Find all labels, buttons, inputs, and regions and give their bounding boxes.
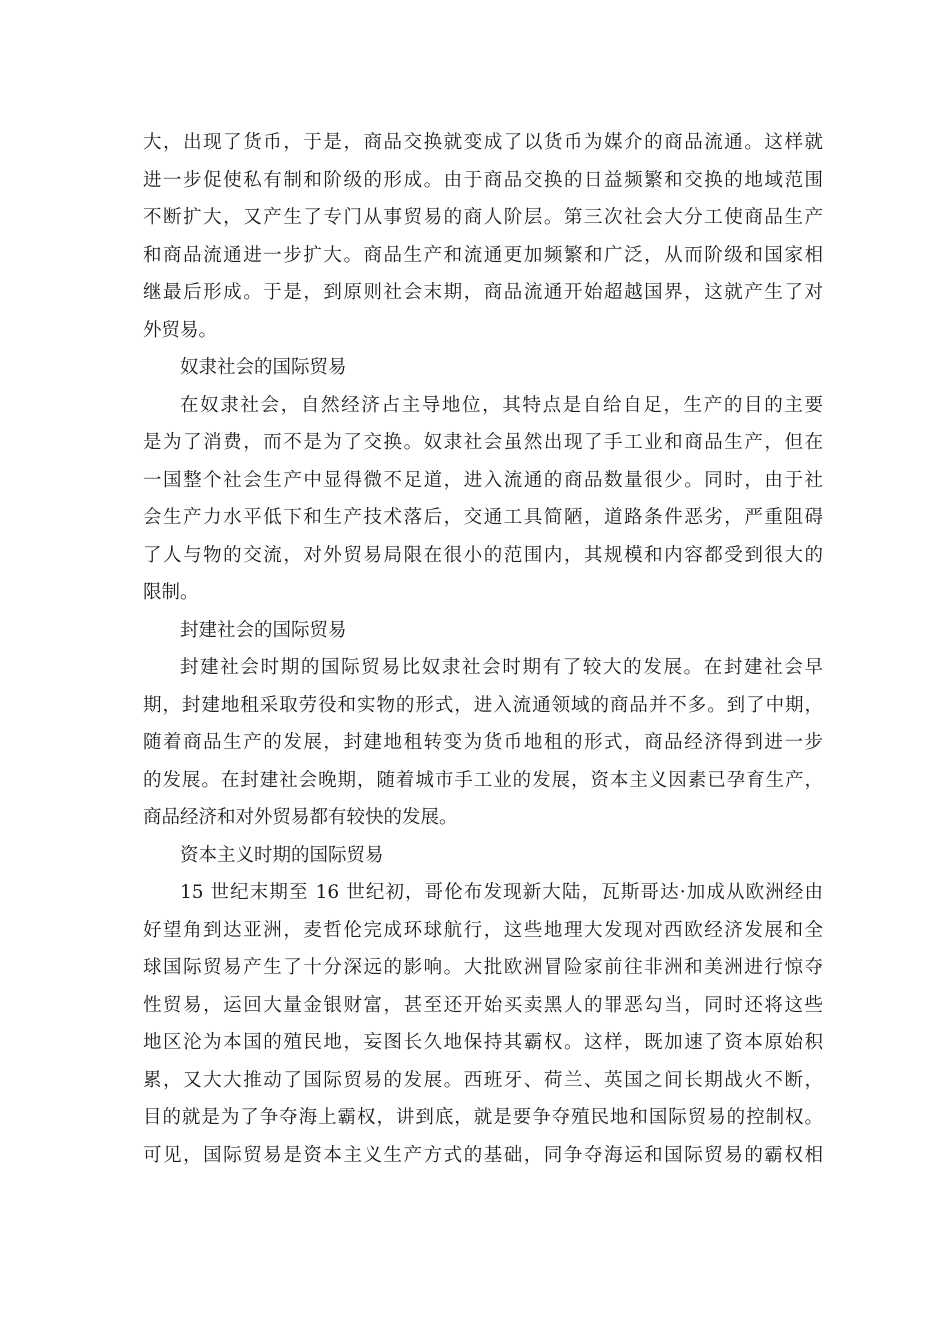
paragraph-line: 15 世纪末期至 16 世纪初，哥伦布发现新大陆，瓦斯哥达·加成从欧洲经由 [180, 882, 823, 903]
paragraph-line: 目的就是为了争夺海上霸权，讲到底，就是要争夺殖民地和国际贸易的控制权。 [143, 1107, 823, 1128]
paragraph-line: 了人与物的交流，对外贸易局限在很小的范围内，其规模和内容都受到很大的 [143, 544, 823, 566]
paragraph-line: 外贸易。 [143, 319, 218, 341]
document-text-body [143, 124, 823, 1174]
paragraph-line: 累，又大大推动了国际贸易的发展。西班牙、荷兰、英国之间长期战火不断， [143, 1069, 823, 1091]
paragraph-line: 和商品流通进一步扩大。商品生产和流通更加频繁和广泛，从而阶级和国家相 [143, 244, 823, 266]
section-heading: 封建社会的国际贸易 [180, 619, 347, 641]
paragraph-line: 球国际贸易产生了十分深远的影响。大批欧洲冒险家前往非洲和美洲进行惊夺 [143, 957, 823, 978]
paragraph-line: 大，出现了货币，于是，商品交换就变成了以货币为媒介的商品流通。这样就 [143, 132, 823, 153]
paragraph-line: 可见，国际贸易是资本主义生产方式的基础，同争夺海运和国际贸易的霸权相 [143, 1144, 823, 1166]
paragraph-line: 期，封建地租采取劳役和实物的形式，进入流通领域的商品并不多。到了中期， [143, 694, 823, 716]
paragraph-line: 封建社会时期的国际贸易比奴隶社会时期有了较大的发展。在封建社会早 [180, 657, 823, 678]
section-heading: 资本主义时期的国际贸易 [180, 844, 384, 866]
paragraph-line: 进一步促使私有制和阶级的形成。由于商品交换的日益频繁和交换的地域范围 [143, 169, 823, 191]
paragraph-line: 会生产力水平低下和生产技术落后，交通工具简陋，道路条件恶劣，严重阻碍 [143, 507, 823, 528]
paragraph-line: 继最后形成。于是，到原则社会末期，商品流通开始超越国界，这就产生了对 [143, 282, 823, 303]
paragraph-line: 好望角到达亚洲，麦哲伦完成环球航行，这些地理大发现对西欧经济发展和全 [143, 919, 823, 941]
paragraph-line: 限制。 [143, 582, 199, 603]
paragraph-line: 性贸易，运回大量金银财富，甚至还开始买卖黑人的罪恶勾当，同时还将这些 [143, 994, 823, 1016]
paragraph-line: 一国整个社会生产中显得微不足道，进入流通的商品数量很少。同时，由于社 [143, 469, 823, 491]
paragraph-line: 随着商品生产的发展，封建地租转变为货币地租的形式，商品经济得到进一步 [143, 732, 823, 753]
paragraph-line: 不断扩大，又产生了专门从事贸易的商人阶层。第三次社会大分工使商品生产 [143, 207, 823, 228]
paragraph-line: 商品经济和对外贸易都有较快的发展。 [143, 807, 458, 828]
paragraph-line: 的发展。在封建社会晚期，随着城市手工业的发展，资本主义因素已孕育生产， [143, 769, 823, 791]
paragraph-line: 地区沦为本国的殖民地，妄图长久地保持其霸权。这样，既加速了资本原始积 [143, 1032, 823, 1053]
paragraph-line: 在奴隶社会，自然经济占主导地位，其特点是自给自足，生产的目的主要 [180, 394, 823, 416]
section-heading: 奴隶社会的国际贸易 [180, 357, 347, 378]
paragraph-line: 是为了消费，而不是为了交换。奴隶社会虽然出现了手工业和商品生产，但在 [143, 432, 823, 453]
